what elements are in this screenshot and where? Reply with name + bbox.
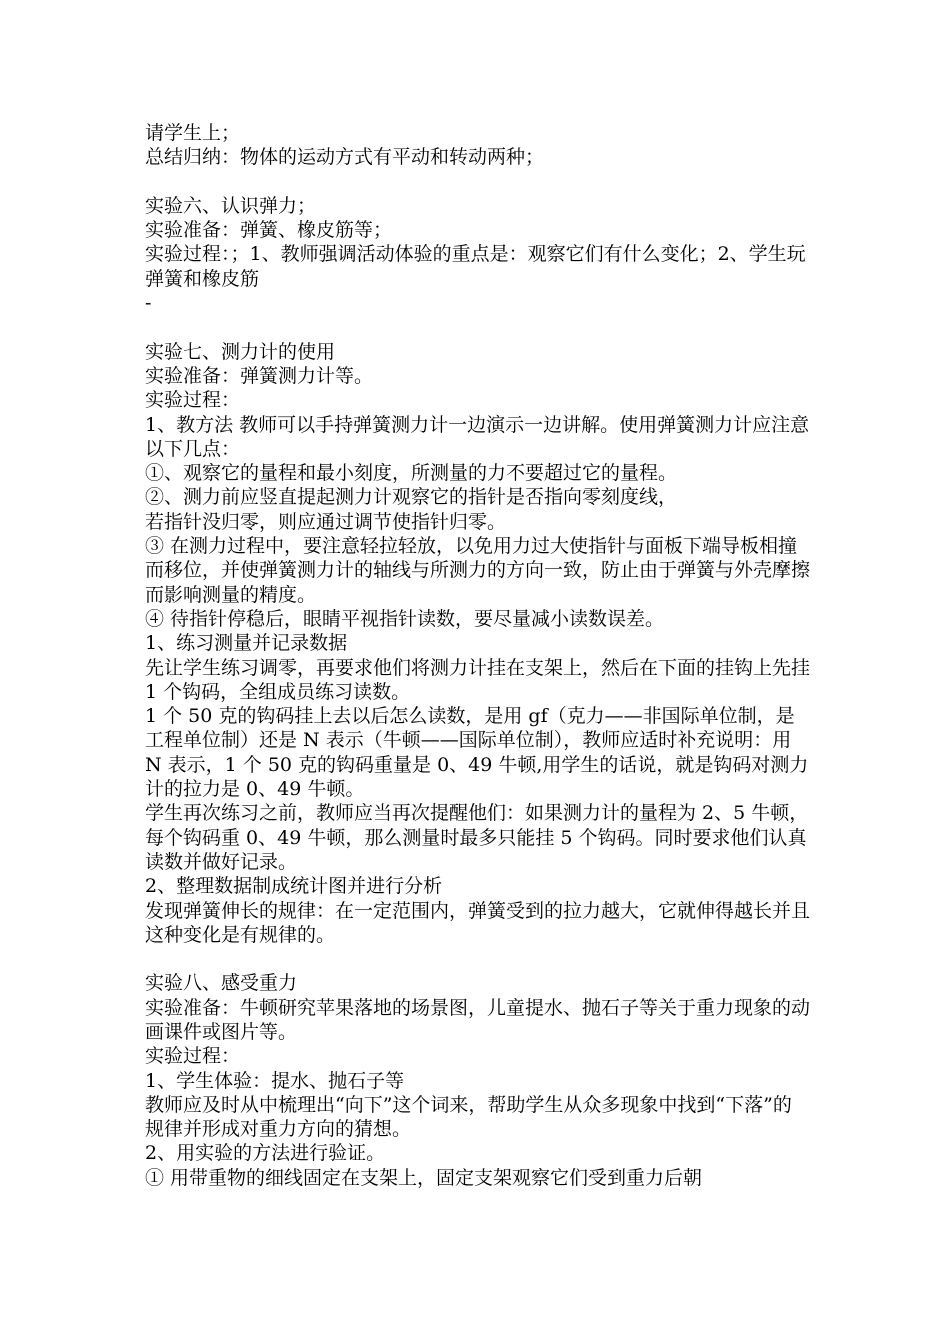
line-dash: - bbox=[145, 292, 152, 315]
document-body bbox=[145, 121, 817, 1190]
line-exp7-point-1: ①、观察它的量程和最小刻度，所测量的力不要超过它的量程。 bbox=[145, 462, 678, 485]
line-exp7-practice-zero: 先让学生练习调零，再要求他们将测力计挂在支架上，然后在下面的挂钩上先挂 1 个钩码，全组成员练习读数。 bbox=[145, 656, 817, 703]
line-exp6-preparation: 实验准备：弹簧、橡皮筋等； bbox=[145, 219, 393, 242]
line-exp7-point-3: ③ 在测力过程中，要注意轻拉轻放，以免用力过大使指针与面板下端导板相撞而移位，并使弹簧测力计的轴线与所测力的方向一致，防止由于弹簧与外壳摩擦而影响测量的精度。 bbox=[145, 535, 811, 606]
line-exp7-teach-method: 1、教方法 教师可以手持弹簧测力计一边演示一边讲解。使用弹簧测力计应注意以下几点： bbox=[145, 413, 810, 460]
line-exp7-chart-heading: 2、整理数据制成统计图并进行分析 bbox=[145, 875, 443, 898]
line-exp8-verify: 2、用实验的方法进行验证。 bbox=[145, 1142, 386, 1165]
line-exp7-preparation: 实验准备：弹簧测力计等。 bbox=[145, 364, 374, 387]
line-exp7-point-2: ②、测力前应竖直提起测力计观察它的指针是否指向零刻度线， bbox=[145, 486, 678, 509]
line-exp8-process-label: 实验过程： bbox=[145, 1045, 241, 1068]
heading-experiment-8: 实验八、感受重力 bbox=[145, 972, 298, 995]
line-exp7-reminder: 学生再次练习之前，教师应当再次提醒他们：如果测力计的量程为 2、5 牛顿，每个钩码重 0、49 牛顿，那么测量时最多只能挂 5 个钩码。同时要求他们认真读数并做好记录。 bbox=[145, 802, 809, 873]
line-exp8-experience: 1、学生体验：提水、抛石子等 bbox=[145, 1069, 405, 1092]
line-exp8-preparation: 实验准备：牛顿研究苹果落地的场景图，儿童提水、抛石子等关于重力现象的动画课件或图片等。 bbox=[145, 996, 811, 1043]
heading-experiment-7: 实验七、测力计的使用 bbox=[145, 340, 336, 363]
line-exp7-process-label: 实验过程： bbox=[145, 389, 241, 412]
line-exp7-reading: 1 个 50 克的钩码挂上去以后怎么读数，是用 gf（克力——非国际单位制，是工程单位制）还是 N 表示（牛顿——国际单位制），教师应适时补充说明：用 N 表示，1 个 50 克的钩码重量是 0、49 牛顿,用学生的话说，就是钩码对测力计的拉力是 0、49 牛顿。 bbox=[145, 705, 809, 801]
line-exp8-step-1: ① 用带重物的细线固定在支架上，固定支架观察它们受到重力后朝 bbox=[145, 1166, 703, 1189]
blank-line bbox=[145, 315, 810, 339]
line-exp8-teacher-guide: 教师应及时从中梳理出“向下”这个词来，帮助学生从众多现象中找到“下落”的规律并形成对重力方向的猜想。 bbox=[145, 1093, 792, 1141]
line-exp7-point-2-cont: 若指针没归零，则应通过调节使指针归零。 bbox=[145, 510, 507, 533]
line-students-go-up: 请学生上； bbox=[145, 122, 241, 144]
line-exp6-process: 实验过程：；1、教师强调活动体验的重点是：观察它们有什么变化；2、学生玩弹簧和橡皮筋 bbox=[145, 243, 806, 290]
line-exp7-pattern: 发现弹簧伸长的规律：在一定范围内，弹簧受到的拉力越大，它就伸得越长并且这种变化是有规律的。 bbox=[145, 899, 811, 946]
heading-experiment-6: 实验六、认识弹力； bbox=[145, 194, 317, 217]
line-exp7-point-4: ④ 待指针停稳后，眼睛平视指针读数，要尽量减小读数误差。 bbox=[145, 607, 665, 630]
blank-line bbox=[145, 170, 810, 194]
line-summary-motion: 总结归纳：物体的运动方式有平动和转动两种； bbox=[145, 146, 545, 169]
line-exp7-practice-heading: 1、练习测量并记录数据 bbox=[145, 632, 348, 655]
blank-line bbox=[145, 947, 810, 971]
